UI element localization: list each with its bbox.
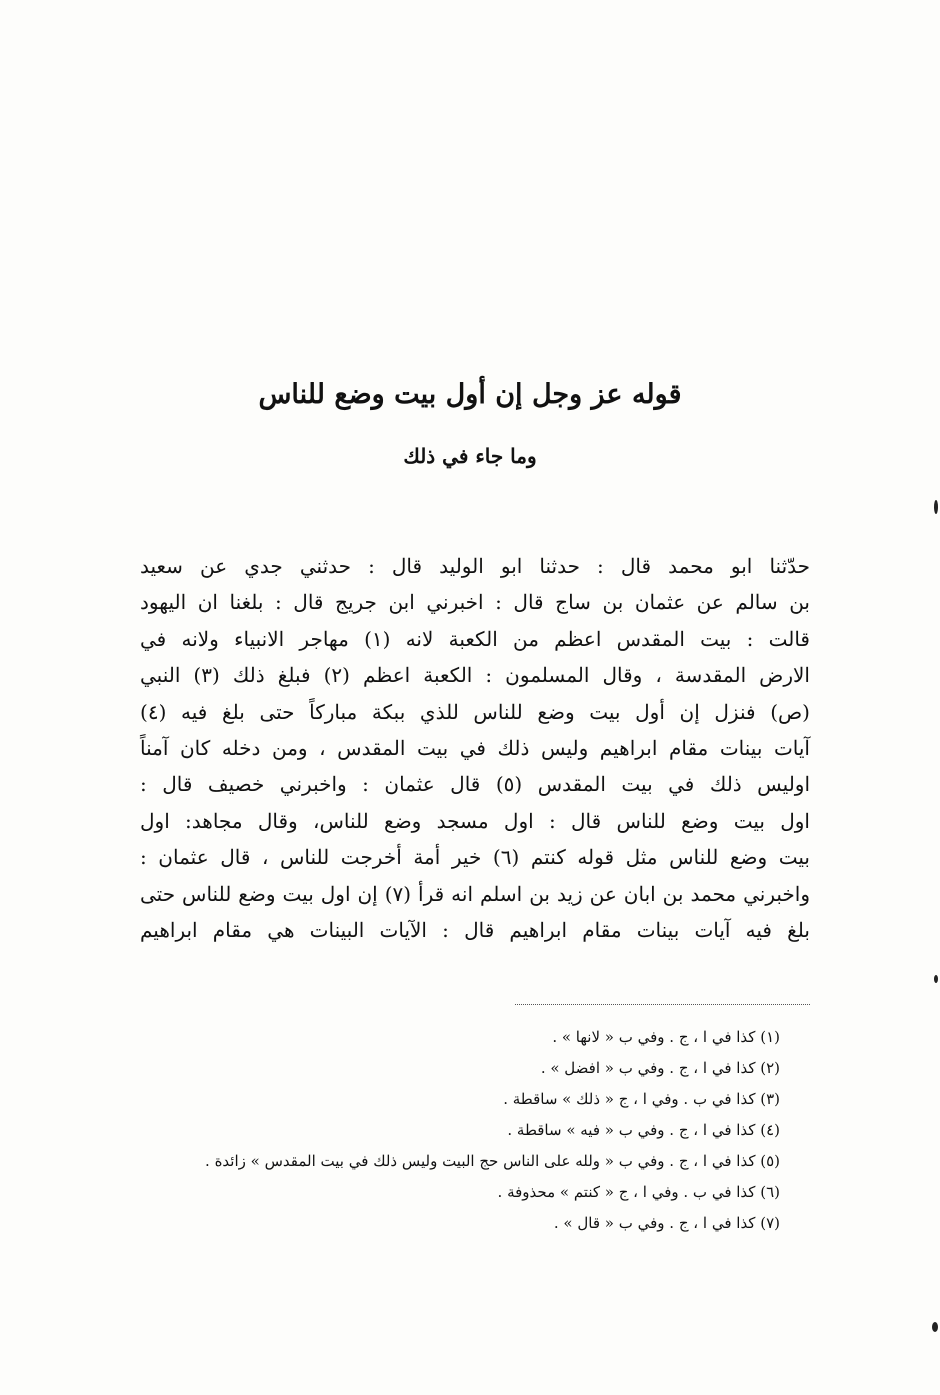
body-line: بلغ فيه آيات بينات مقام ابراهيم قال : الآيات البينات هي مقام ابراهيم xyxy=(140,917,810,942)
footnote-item: (٥) كذا في ا ، ج . وفي ب « ولله على الناس حج البيت وليس ذلك في بيت المقدس » زائدة . xyxy=(205,1152,780,1170)
footnotes xyxy=(140,1022,780,1239)
scan-speck xyxy=(934,500,938,514)
footnote-divider xyxy=(515,1004,810,1005)
footnote-item: (٤) كذا في ا ، ج . وفي ب « فيه » ساقطة . xyxy=(507,1121,780,1139)
section-subtitle: وما جاء في ذلك xyxy=(403,444,537,468)
body-line: (ص) فنزل إن أول بيت وضع للناس للذي ببكة مباركاً حتى بلغ فيه (٤) xyxy=(140,699,810,724)
footnote-item: (٢) كذا في ا ، ج . وفي ب « افضل » . xyxy=(540,1059,780,1077)
body-line: بن سالم عن عثمان بن ساج قال : اخبرني ابن جريج قال : بلغنا ان اليهود xyxy=(140,590,810,615)
body-line: قالت : بيت المقدس اعظم من الكعبة لانه (١) مهاجر الانبياء ولانه في xyxy=(140,626,810,651)
body-line: الارض المقدسة ، وقال المسلمون : الكعبة اعظم (٢) فبلغ ذلك (٣) النبي xyxy=(140,663,810,688)
footnote-item: (٣) كذا في ب . وفي ا ، ج « ذلك » ساقطة . xyxy=(503,1090,780,1108)
body-line: اول بيت وضع للناس قال : اول مسجد وضع للناس، وقال مجاهد: اول xyxy=(140,808,810,833)
scan-speck xyxy=(932,1322,938,1332)
body-line: بيت وضع للناس مثل قوله كنتم (٦) خير أمة أخرجت للناس ، قال عثمان : xyxy=(140,845,810,870)
body-line: آيات بينات مقام ابراهيم وليس ذلك في بيت المقدس ، ومن دخله كان آمناً xyxy=(140,735,810,760)
footnote-item: (٦) كذا في ب . وفي ا ، ج « كنتم » محذوفة . xyxy=(497,1183,780,1201)
body-line: حدّثنا ابو محمد قال : حدثنا ابو الوليد قال : حدثني جدي عن سعيد xyxy=(140,554,810,578)
section-title: قوله عز وجل إن أول بيت وضع للناس xyxy=(258,379,682,410)
footnote-item: (١) كذا في ا ، ج . وفي ب « لانها » . xyxy=(552,1028,780,1046)
scan-speck xyxy=(934,975,938,983)
body-text xyxy=(140,548,810,948)
footnote-item: (٧) كذا في ا ، ج . وفي ب « قال » . xyxy=(553,1214,780,1232)
body-line: اوليس ذلك في بيت المقدس (٥) قال عثمان : واخبرني خصيف قال : xyxy=(140,772,811,797)
body-line: واخبرني محمد بن ابان عن زيد بن اسلم انه قرأ (٧) إن اول بيت وضع للناس حتى xyxy=(140,881,810,906)
